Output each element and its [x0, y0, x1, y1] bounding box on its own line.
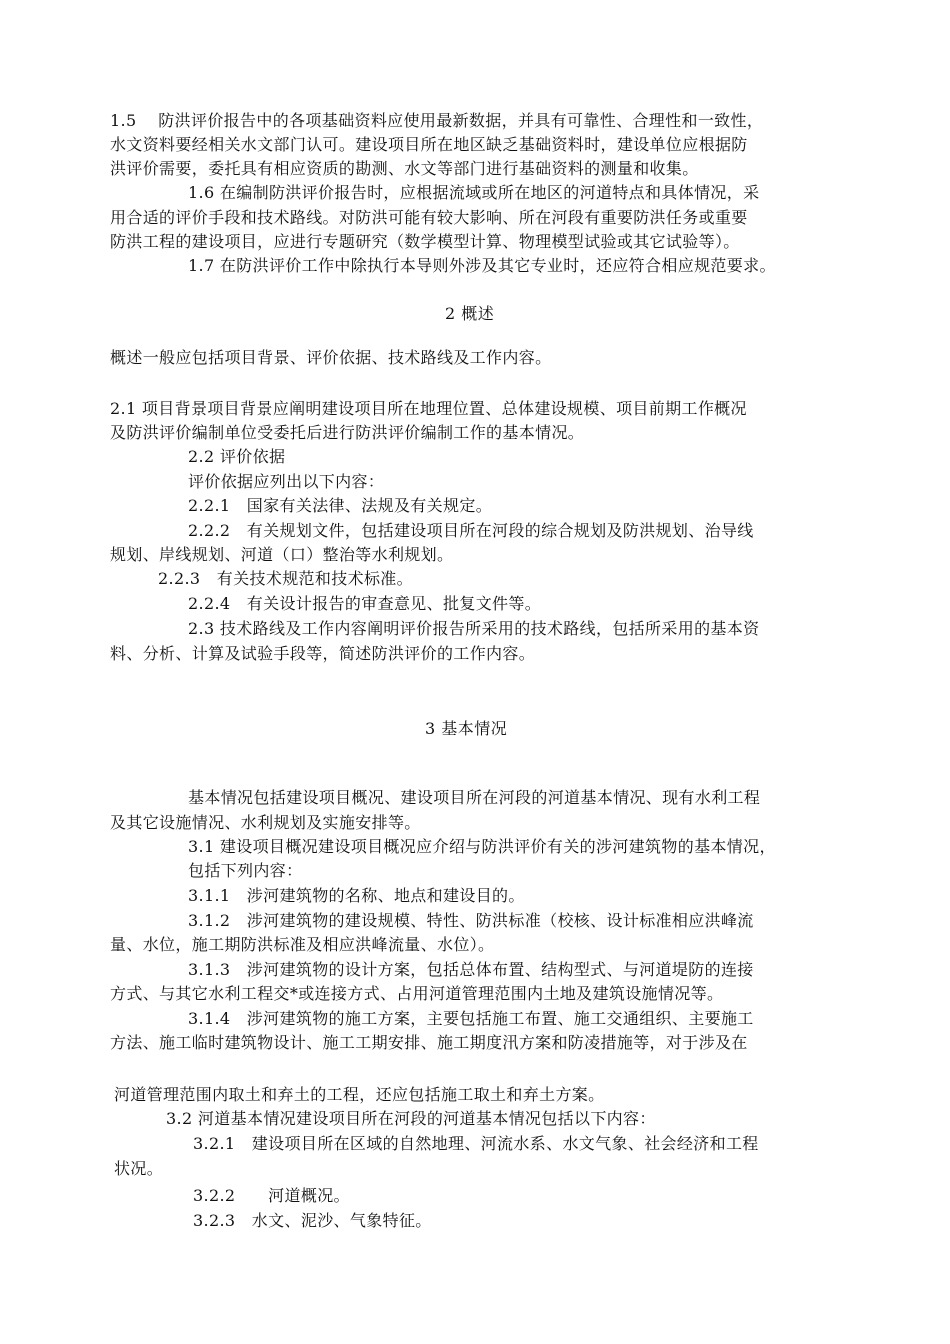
para-3-1-4-line-2: 方法、施工临时建筑物设计、施工工期安排、施工期度汛方案和防凌措施等，对于涉及在: [110, 1033, 748, 1052]
para-2-2-intro: 评价依据应列出以下内容：: [188, 472, 385, 491]
para-2-3-line-2: 料、分析、计算及试验手段等，简述防洪评价的工作内容。: [110, 644, 536, 663]
para-3-2-1-line-2: 状况。: [114, 1159, 164, 1178]
para-2-2-3: 2.2.3 有关技术规范和技术标准。: [158, 569, 414, 588]
para-1-6-line-2: 用合适的评价手段和技术路线。对防洪可能有较大影响、所在河段有重要防洪任务或重要: [110, 208, 748, 227]
para-3-1-4-line-1: 3.1.4 涉河建筑物的施工方案，主要包括施工布置、施工交通组织、主要施工: [188, 1009, 754, 1028]
para-1-5-line-2: 水文资料要经相关水文部门认可。建设项目所在地区缺乏基础资料时，建设单位应根据防: [110, 135, 748, 154]
para-2-2-2-line-2: 规划、岸线规划、河道（口）整治等水利规划。: [110, 545, 454, 564]
para-1-5-line-1: 1.5 防洪评价报告中的各项基础资料应使用最新数据，并具有可靠性、合理性和一致性，: [110, 111, 764, 130]
para-1-7: 1.7 在防洪评价工作中除执行本导则外涉及其它专业时，还应符合相应规范要求。: [188, 256, 776, 275]
para-3-1-1: 3.1.1 涉河建筑物的名称、地点和建设目的。: [188, 886, 525, 905]
para-3-1-4-line-3: 河道管理范围内取土和弃土的工程，还应包括施工取土和弃土方案。: [114, 1085, 605, 1104]
para-2-2-4: 2.2.4 有关设计报告的审查意见、批复文件等。: [188, 594, 542, 613]
para-3-1-line-1: 3.1 建设项目概况建设项目概况应介绍与防洪评价有关的涉河建筑物的基本情况，: [188, 837, 776, 856]
para-2-2-1: 2.2.1 国家有关法律、法规及有关规定。: [188, 496, 493, 515]
para-2-2-2-line-1: 2.2.2 有关规划文件，包括建设项目所在河段的综合规划及防洪规划、治导线: [188, 521, 754, 540]
para-2-1-line-1: 2.1 项目背景项目背景应阐明建设项目所在地理位置、总体建设规模、项目前期工作概况: [110, 399, 747, 418]
para-3-1-2-line-1: 3.1.2 涉河建筑物的建设规模、特性、防洪标准（校核、设计标准相应洪峰流: [188, 911, 754, 930]
para-3-1-2-line-2: 量、水位，施工期防洪标准及相应洪峰流量、水位）。: [110, 935, 495, 954]
section-2-intro: 概述一般应包括项目背景、评价依据、技术路线及工作内容。: [110, 348, 552, 367]
para-1-6-line-1: 1.6 在编制防洪评价报告时，应根据流域或所在地区的河道特点和具体情况，采: [188, 183, 760, 202]
para-2-1-line-2: 及防洪评价编制单位受委托后进行防洪评价编制工作的基本情况。: [110, 423, 585, 442]
para-3-2-1-line-1: 3.2.1 建设项目所在区域的自然地理、河流水系、水文气象、社会经济和工程: [193, 1134, 759, 1153]
para-3-2-2: 3.2.2 河道概况。: [193, 1186, 350, 1205]
section-3-intro-line-2: 及其它设施情况、水利规划及实施安排等。: [110, 813, 421, 832]
para-3-1-3-line-2: 方式、与其它水利工程交*或连接方式、占用河道管理范围内土地及建筑设施情况等。: [110, 984, 724, 1003]
para-2-3-line-1: 2.3 技术路线及工作内容阐明评价报告所采用的技术路线，包括所采用的基本资: [188, 619, 760, 638]
para-3-1-3-line-1: 3.1.3 涉河建筑物的设计方案，包括总体布置、结构型式、与河道堤防的连接: [188, 960, 754, 979]
para-3-1-line-2: 包括下列内容：: [188, 861, 303, 880]
para-3-2-3: 3.2.3 水文、泥沙、气象特征。: [193, 1211, 432, 1230]
section-3-heading: 3 基本情况: [425, 719, 508, 738]
para-3-2: 3.2 河道基本情况建设项目所在河段的河道基本情况包括以下内容：: [166, 1109, 656, 1128]
section-2-heading: 2 概述: [445, 304, 495, 323]
section-3-intro-line-1: 基本情况包括建设项目概况、建设项目所在河段的河道基本情况、现有水利工程: [188, 788, 761, 807]
para-1-6-line-3: 防洪工程的建设项目，应进行专题研究（数学模型计算、物理模型试验或其它试验等）。: [110, 232, 740, 251]
para-2-2-title: 2.2 评价依据: [188, 447, 286, 466]
para-1-5-line-3: 洪评价需要，委托具有相应资质的勘测、水文等部门进行基础资料的测量和收集。: [110, 159, 699, 178]
